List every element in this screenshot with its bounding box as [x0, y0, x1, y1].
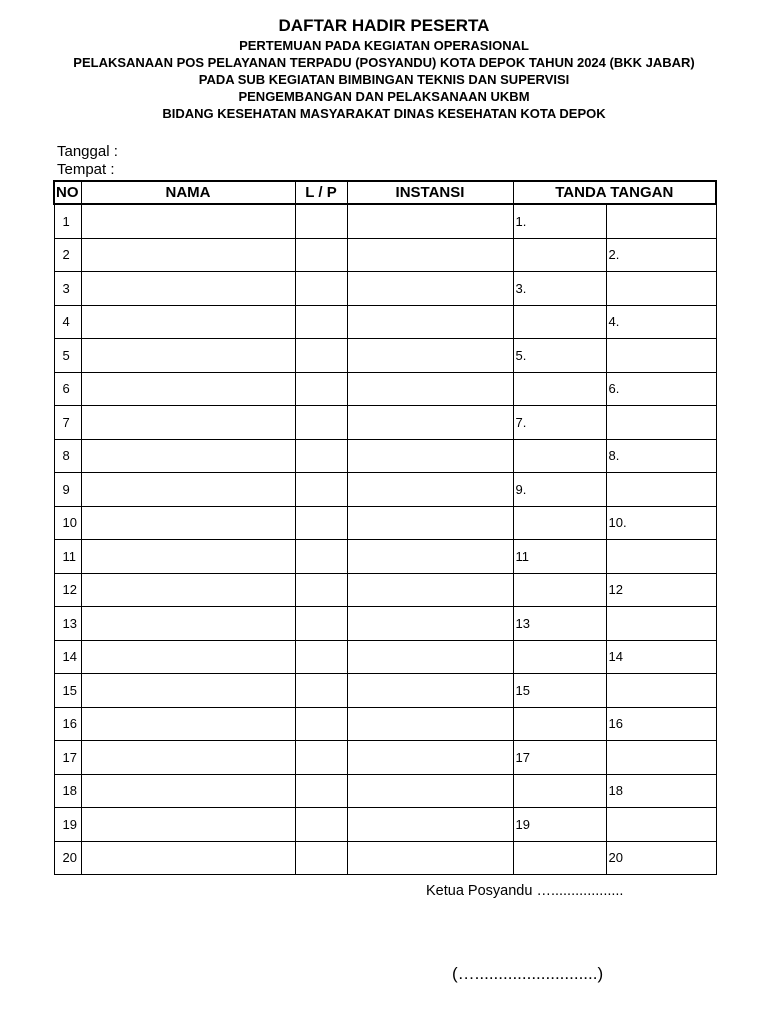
signature-cell-right: 14	[606, 640, 716, 674]
table-row	[54, 774, 716, 808]
instansi-cell	[347, 741, 513, 775]
signature-cell-left: 3.	[513, 272, 606, 306]
gender-cell	[295, 674, 347, 708]
row-number: 2	[54, 238, 81, 272]
signature-cell-left: 19	[513, 808, 606, 842]
instansi-cell	[347, 406, 513, 440]
row-number: 13	[54, 607, 81, 641]
gender-cell	[295, 305, 347, 339]
signature-cell-right: 18	[606, 774, 716, 808]
table-row	[54, 741, 716, 775]
row-number: 15	[54, 674, 81, 708]
row-number: 19	[54, 808, 81, 842]
nama-cell	[81, 439, 295, 473]
signature-cell-right	[606, 741, 716, 775]
table-row	[54, 841, 716, 875]
subtitle-line-2: PELAKSANAAN POS PELAYANAN TERPADU (POSYANDU) KOTA DEPOK TAHUN 2024 (BKK JABAR)	[73, 55, 695, 70]
signature-cell-left: 1.	[513, 204, 606, 238]
gender-cell	[295, 707, 347, 741]
subtitle-line-5: BIDANG KESEHATAN MASYARAKAT DINAS KESEHATAN KOTA DEPOK	[162, 106, 606, 121]
table-row	[54, 506, 716, 540]
table-row	[54, 339, 716, 373]
signature-cell-right	[606, 540, 716, 574]
table-row	[54, 238, 716, 272]
table-row	[54, 204, 716, 238]
gender-cell	[295, 841, 347, 875]
gender-cell	[295, 238, 347, 272]
table-row	[54, 674, 716, 708]
row-number: 16	[54, 707, 81, 741]
instansi-cell	[347, 607, 513, 641]
nama-cell	[81, 204, 295, 238]
subtitle-line-1: PERTEMUAN PADA KEGIATAN OPERASIONAL	[239, 38, 529, 53]
instansi-cell	[347, 640, 513, 674]
gender-cell	[295, 607, 347, 641]
instansi-cell	[347, 272, 513, 306]
table-row	[54, 808, 716, 842]
nama-cell	[81, 406, 295, 440]
gender-cell	[295, 640, 347, 674]
gender-cell	[295, 204, 347, 238]
signature-cell-right	[606, 607, 716, 641]
nama-cell	[81, 272, 295, 306]
subtitle-line-4: PENGEMBANGAN DAN PELAKSANAAN UKBM	[238, 89, 530, 104]
table-row	[54, 707, 716, 741]
signature-cell-right	[606, 204, 716, 238]
table-row	[54, 540, 716, 574]
table-row	[54, 573, 716, 607]
signature-cell-left	[513, 841, 606, 875]
signature-cell-right	[606, 674, 716, 708]
signature-cell-right: 2.	[606, 238, 716, 272]
col-header-instansi: INSTANSI	[347, 181, 513, 204]
gender-cell	[295, 339, 347, 373]
row-number: 20	[54, 841, 81, 875]
signature-cell-right: 6.	[606, 372, 716, 406]
nama-cell	[81, 707, 295, 741]
nama-cell	[81, 741, 295, 775]
gender-cell	[295, 439, 347, 473]
attendance-table	[53, 180, 717, 875]
row-number: 9	[54, 473, 81, 507]
signature-cell-right: 10.	[606, 506, 716, 540]
signature-cell-right: 12	[606, 573, 716, 607]
instansi-cell	[347, 540, 513, 574]
instansi-cell	[347, 707, 513, 741]
row-number: 7	[54, 406, 81, 440]
signature-cell-right	[606, 808, 716, 842]
nama-cell	[81, 372, 295, 406]
nama-cell	[81, 506, 295, 540]
col-header-no: NO	[54, 181, 81, 204]
row-number: 8	[54, 439, 81, 473]
signature-cell-left	[513, 774, 606, 808]
col-header-tanda-tangan: TANDA TANGAN	[513, 181, 716, 204]
signature-cell-left	[513, 640, 606, 674]
instansi-cell	[347, 573, 513, 607]
ketua-posyandu-label: Ketua Posyandu …..................	[426, 883, 624, 899]
gender-cell	[295, 372, 347, 406]
signature-cell-right: 8.	[606, 439, 716, 473]
row-number: 5	[54, 339, 81, 373]
signature-name-placeholder: (…..........................)	[452, 964, 604, 983]
gender-cell	[295, 808, 347, 842]
signature-cell-left	[513, 573, 606, 607]
gender-cell	[295, 272, 347, 306]
col-header-gender: L / P	[295, 181, 347, 204]
row-number: 14	[54, 640, 81, 674]
gender-cell	[295, 573, 347, 607]
signature-cell-right	[606, 272, 716, 306]
nama-cell	[81, 339, 295, 373]
nama-cell	[81, 774, 295, 808]
instansi-cell	[347, 473, 513, 507]
nama-cell	[81, 305, 295, 339]
table-row	[54, 640, 716, 674]
signature-cell-left	[513, 439, 606, 473]
nama-cell	[81, 841, 295, 875]
row-number: 1	[54, 204, 81, 238]
table-row	[54, 473, 716, 507]
signature-cell-left: 5.	[513, 339, 606, 373]
nama-cell	[81, 640, 295, 674]
table-header-row	[54, 181, 716, 204]
signature-cell-right: 4.	[606, 305, 716, 339]
row-number: 11	[54, 540, 81, 574]
signature-cell-left: 15	[513, 674, 606, 708]
document-title: DAFTAR HADIR PESERTA	[278, 16, 490, 35]
instansi-cell	[347, 372, 513, 406]
table-row	[54, 406, 716, 440]
table-row	[54, 439, 716, 473]
signature-cell-left	[513, 707, 606, 741]
nama-cell	[81, 573, 295, 607]
tempat-label: Tempat :	[57, 161, 115, 178]
instansi-cell	[347, 204, 513, 238]
signature-cell-left: 7.	[513, 406, 606, 440]
gender-cell	[295, 506, 347, 540]
gender-cell	[295, 473, 347, 507]
row-number: 10	[54, 506, 81, 540]
instansi-cell	[347, 305, 513, 339]
row-number: 12	[54, 573, 81, 607]
instansi-cell	[347, 506, 513, 540]
instansi-cell	[347, 808, 513, 842]
table-row	[54, 607, 716, 641]
row-number: 18	[54, 774, 81, 808]
subtitle-line-3: PADA SUB KEGIATAN BIMBINGAN TEKNIS DAN SUPERVISI	[198, 72, 570, 87]
signature-cell-right: 16	[606, 707, 716, 741]
nama-cell	[81, 808, 295, 842]
signature-cell-left	[513, 238, 606, 272]
signature-cell-left	[513, 506, 606, 540]
gender-cell	[295, 540, 347, 574]
signature-cell-left	[513, 305, 606, 339]
row-number: 3	[54, 272, 81, 306]
instansi-cell	[347, 774, 513, 808]
nama-cell	[81, 238, 295, 272]
attendance-rows	[54, 204, 716, 875]
signature-cell-left	[513, 372, 606, 406]
col-header-nama: NAMA	[81, 181, 295, 204]
signature-cell-right	[606, 406, 716, 440]
table-row	[54, 372, 716, 406]
row-number: 4	[54, 305, 81, 339]
instansi-cell	[347, 238, 513, 272]
nama-cell	[81, 674, 295, 708]
nama-cell	[81, 473, 295, 507]
nama-cell	[81, 607, 295, 641]
nama-cell	[81, 540, 295, 574]
signature-cell-right	[606, 339, 716, 373]
instansi-cell	[347, 841, 513, 875]
gender-cell	[295, 406, 347, 440]
gender-cell	[295, 774, 347, 808]
instansi-cell	[347, 674, 513, 708]
signature-cell-left: 13	[513, 607, 606, 641]
signature-cell-left: 17	[513, 741, 606, 775]
row-number: 17	[54, 741, 81, 775]
tanggal-label: Tanggal :	[57, 143, 118, 160]
row-number: 6	[54, 372, 81, 406]
signature-cell-right	[606, 473, 716, 507]
table-row	[54, 305, 716, 339]
instansi-cell	[347, 339, 513, 373]
table-row	[54, 272, 716, 306]
signature-cell-left: 9.	[513, 473, 606, 507]
instansi-cell	[347, 439, 513, 473]
signature-cell-left: 11	[513, 540, 606, 574]
gender-cell	[295, 741, 347, 775]
signature-cell-right: 20	[606, 841, 716, 875]
